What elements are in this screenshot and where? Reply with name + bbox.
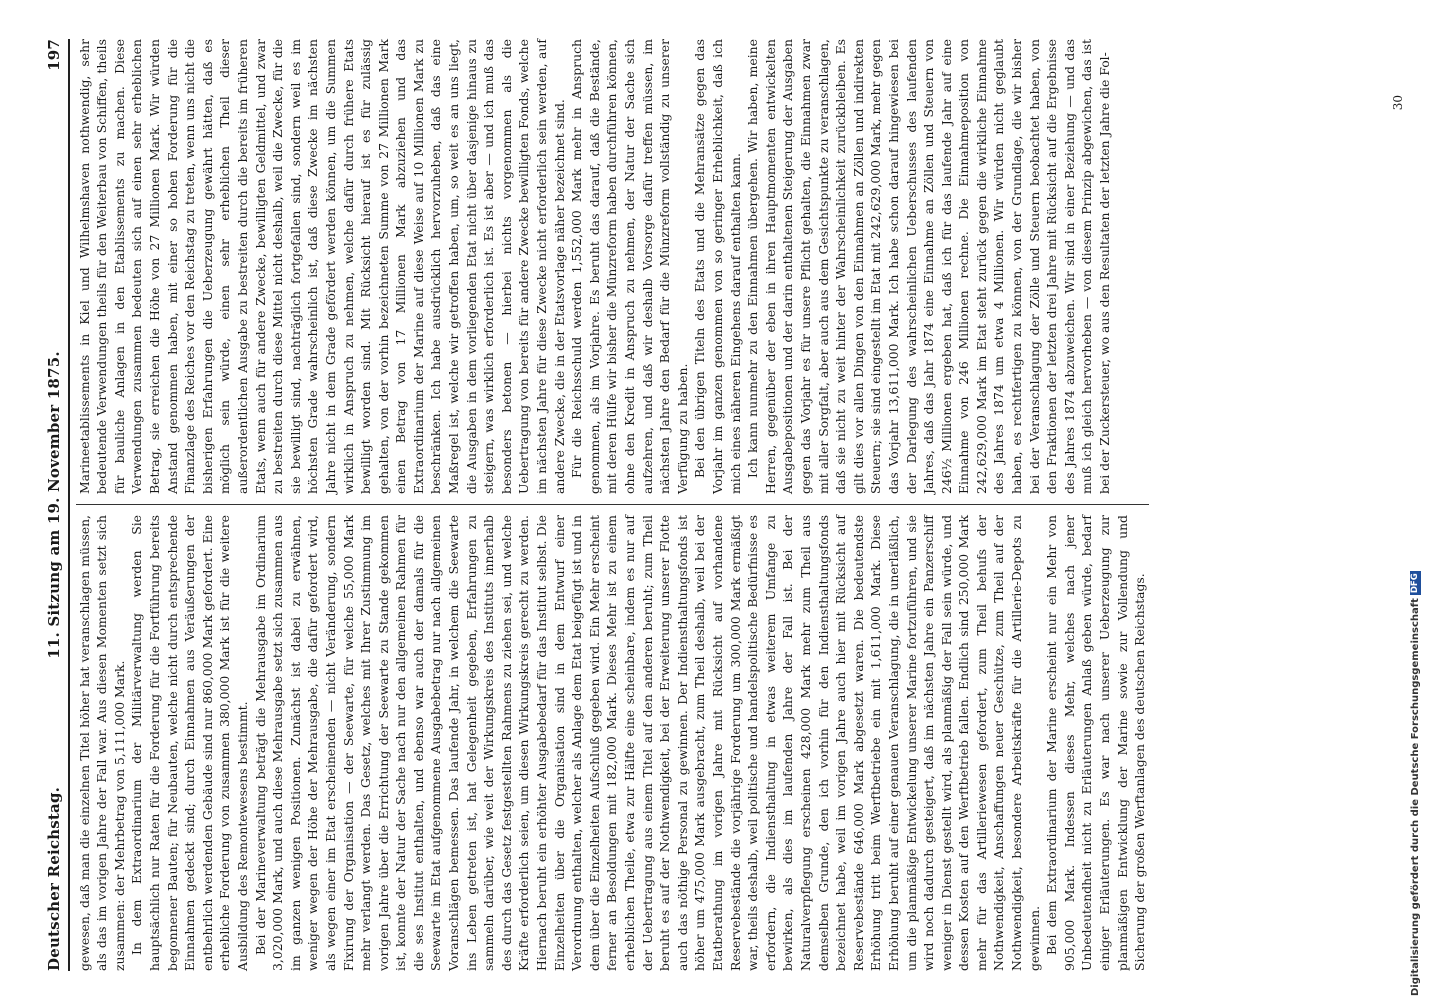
paragraph: Marineetablissements in Kiel und Wilhelmshaven nothwendig, sehr bedeutende Verwendungen theils für den Weiterbau von Schiffen, theils für bauliche Anlagen in den Etablissements zu machen. Diese Verwendungen zusammen bedeuten sich auf einen sehr erheblichen Betrag, sie erreichen die Höhe von 27 Millionen Mark. Wir würden Anstand genommen haben, mit einer so hohen Forderung für die Finanzlage des Reiches vor den Reichstag zu treten, wenn uns nicht die bisherigen Erfahrungen die Ueberzeugung gewährt hätten, daß es möglich sein würde, einen sehr erheblichen Theil dieser außerordentlichen Ausgabe zu bestreiten durch die bereits im früheren Etats, wenn auch für andere Zwecke, bewilligten Geldmittel, und zwar zu bestreiten durch diese Mittel nicht deshalb, weil die Zwecke, für die sie bewilligt sind, nachträglich fortgefallen sind, sondern weil es im höchsten Grade wahrscheinlich ist, daß diese Zwecke im nächsten Jahre nicht in dem Grade gefördert werden können, um die Summen wirklich in Anspruch zu nehmen, welche dafür durch frühere Etats bewilligt worden sind. Mit Rücksicht hierauf ist es für zulässig gehalten, von der vorhin bezeichneten Summe von 27 Millionen Mark einen Betrag von 17 Millionen Mark abzuziehen und das Extraordinarium der Marine auf diese Weise auf 10 Millionen Mark zu beschränken. Ich habe ausdrücklich hervorzuheben, daß das eine Maßregel ist, welche wir getroffen haben, um, so weit es an uns liegt, die Ausgaben in dem vorliegenden Etat nicht über dasjenige hinaus zu steigern, was wirklich erforderlich ist. Es ist aber — und ich muß das besonders betonen — hierbei nichts vorgenommen als die Uebertragung von bereits für andere Zwecke bewilligten Fonds, welche im nächsten Jahre für diese Zwecke nicht erforderlich sein werden, auf andere Zwecke, die in der Etatsvorlage näher bezeichnet sind. xyxy=(76,39,567,494)
digitization-credit xyxy=(1410,571,1421,996)
paragraph: Ich kann nunmehr zu den Einnahmen übergehen. Wir haben, meine Herren, gegenüber der eben in ihren Hauptmomenten entwickelten Ausgabepositionen und der darin enthaltenen Steigerung der Ausgaben gegen das Vorjahr es für unsere Pflicht gehalten, die Einnahmen zwar mit aller Sorgfalt, aber auch aus dem Gesichtspunkte zu veranschlagen, daß sie nicht zu weit hinter der Wahrscheinlichkeit zurückbleiben. Es gilt dies vor allen Dingen von den Einnahmen an Zöllen und indirekten Steuern; sie sind eingestellt im Etat mit 242,629,000 Mark, mehr gegen das Vorjahr 13,611,000 Mark. Ich habe schon darauf hingewiesen bei der Darlegung des wahrscheinlichen Ueberschusses des laufenden Jahres, daß das Jahr 1874 eine Einnahme an Zöllen und Steuern von 246½ Millionen ergeben hat, daß ich für das laufende Jahr auf eine Einnahme von 246 Millionen rechne. Die Einnahmeposition von 242,629,000 Mark im Etat steht zurück gegen die wirkliche Einnahme des Jahres 1874 um etwa 4 Millionen. Wir würden nicht geglaubt haben, es rechtfertigen zu können, von der Grundlage, die wir bisher bei der Veranschlagung der Zölle und Steuern beobachtet haben, von den Fraktionen der letzten drei Jahre mit Rücksicht auf die Ergebnisse des Jahres 1874 abzuweichen. Wir sind in einer Beziehung — und das muß ich gleich hervorheben — von diesem Prinzip abgewichen, das ist bei der Zuckersteuer, wo aus den Resultaten der letzten Jahre die Fol- xyxy=(745,39,1113,494)
paragraph: gewesen, daß man die einzelnen Titel höher hat veranschlagen müssen, als das im vorigen Jahre der Fall war. Aus diesen Momenten setzt sich zusammen: der Mehrbetrag von 5,111,000 Mark. xyxy=(76,515,127,971)
page-number: 197 xyxy=(45,39,63,71)
credit-text: Digitalisierung gefördert durch die Deutsche Forschungsgemeinschaft xyxy=(1410,598,1421,996)
paragraph: In dem Extraordinarium der Militärverwaltung werden Sie hauptsächlich nur Raten für die Forderung für die Fortführung bereits begonnener Bauten; für Neubauten, welche nicht durch entsprechende Einnahmen gedeckt sind; durch Einnahmen aus Veräußerungen der entbehrlich werdenden Gebäude sind nur 860,000 Mark gefordert. Eine erhebliche Forderung von zusammen 380,000 Mark ist für die weitere Ausbildung des Remontewesens bestimmt. xyxy=(129,515,250,971)
page-header xyxy=(46,39,70,971)
paragraph: Bei den übrigen Titeln des Etats und die Mehransätze gegen das Vorjahr im ganzen genommen von so geringer Erheblichkeit, daß ich mich eines näheren Eingehens darauf enthalten kann. xyxy=(692,39,743,494)
sheet-signature: 30 xyxy=(1391,95,1406,111)
dfg-logo: DFG xyxy=(1410,573,1420,594)
paragraph: Für die Reichsschuld werden 1,552,000 Mark mehr in Anspruch genommen, als im Vorjahre. Es beruht das darauf, daß die Bestände, mit deren Hülfe wir bisher die Münzreform haben durchführen können, ohne den Kredit in Anspruch zu nehmen, der Natur der Sache sich aufzehren, und daß wir deshalb Vorsorge dafür treffen müssen, im nächsten Jahre den Bedarf für die Münzreform vollständig zu unserer Verfügung zu haben. xyxy=(569,39,690,494)
text-columns xyxy=(76,39,1149,971)
left-column xyxy=(76,505,1149,971)
right-column xyxy=(76,39,1149,505)
session-title: 11. Sitzung am 19. November 1875. xyxy=(45,351,63,659)
newspaper-page xyxy=(36,25,1406,985)
paragraph: Bei dem Extraordinarium der Marine erscheint nur ein Mehr von 905,000 Mark. Indessen dieses Mehr, welches nach jener Unbedeutendheit nicht zu Erläuterungen Anlaß geben würde, bedarf einiger Erläuterungen. Es war nach unserer Ueberzeugung zur planmäßigen Entwicklung der Marine sowie zur Vollendung und Sicherung der großen Werftanlagen des deutschen Reichstags. xyxy=(1044,515,1148,971)
publication-title: Deutscher Reichstag. xyxy=(45,786,63,971)
paragraph: Bei der Marineverwaltung beträgt die Mehrausgabe im Ordinarium 3,020,000 Mark, und auch diese Mehrausgabe setzt sich zusammen aus im ganzen wenigen Positionen. Zunächst ist dabei zu erwähnen, weniger wegen der Höhe der Mehrausgabe, die dafür gefordert wird, als wegen einer im Etat erscheinenden — nicht Veränderung, sondern Fixirung der Organisation — der Seewarte, für welche 55,000 Mark mehr verlangt werden. Das Gesetz, welches mit Ihrer Zustimmung im vorigen Jahre über die Errichtung der Seewarte zu Stande gekommen ist, konnte der Natur der Sache nach nur den allgemeinen Rahmen für die ses Institut enthalten, und ebenso war auch der damals für die Seewarte im Etat aufgenommene Ausgabebetrag nur nach allgemeinen Voranschlägen bemessen. Das laufende Jahr, in welchem die Seewarte ins Leben getreten ist, hat Gelegenheit gegeben, Erfahrungen zu sammeln darüber, wie weit der Wirkungskreis des Instituts innerhalb des durch das Gesetz festgestellten Rahmens zu ziehen sei, und welche Kräfte erforderlich seien, um diesen Wirkungskreis gerecht zu werden. Hiernach beruht ein erhöhter Ausgabebedarf für das Institut selbst. Die Einzelheiten über die Organisation sind in dem Entwurf einer Verordnung enthalten, welcher als Anlage dem Etat beigefügt ist und in dem über die Einzelheiten Aufschluß gegeben wird. Ein Mehr erscheint ferner an Besoldungen mit 182,000 Mark. Dieses Mehr ist zu einem erheblichen Theile, etwa zur Hälfte eine scheinbare, indem es nur auf der Uebertragung aus einem Titel auf den anderen beruht; zum Theil beruht es auf der Nothwendigkeit, bei der Erweiterung unserer Flotte auch das nöthige Personal zu gewinnen. Der Indiensthaltungsfonds ist höher um 475,000 Mark ausgebracht, zum Theil deshalb, weil bei der Etatberathung im vorigen Jahre mit Rücksicht auf vorhandene Reservebestände die vorjährige Forderung um 300,000 Mark ermäßigt war, theils deshalb, weil politische und handelspolitische Bedürfnisse es erfordern, die Indiensthaltung in etwas weiterem Umfange zu bewirken, als dies im laufenden Jahre der Fall ist. Bei der Naturalverpflegung erscheinen 428,000 Mark mehr zum Theil aus demselben Grunde, den ich vorhin für den Indiensthaltungsfonds bezeichnet habe, weil im vorigen Jahre auch hier mit Rücksicht auf Reservebestände 646,000 Mark abgesetzt waren. Die bedeutendste Erhöhung tritt beim Werftbetriebe ein mit 1,611,000 Mark. Diese Erhöhung beruht auf einer genauen Veranschlagung, die in unerläßlich, um die planmäßige Entwickelung unserer Marine fortzuführen, und sie wird noch dadurch gesteigert, daß im nächsten Jahre ein Panzerschiff weniger in Dienst gestellt wird, als planmäßig der Fall sein würde, und dessen Kosten auf den Werftbetrieb fallen. Endlich sind 250,000 Mark mehr für das Artilleriewesen gefordert, zum Theil behufs der Nothwendigkeit, Anschaffungen neuer Geschütze, zum Theil auf der Nothwendigkeit, besondere Arbeitskräfte für die Artillerie-Depots zu gewinnen. xyxy=(252,515,1042,971)
